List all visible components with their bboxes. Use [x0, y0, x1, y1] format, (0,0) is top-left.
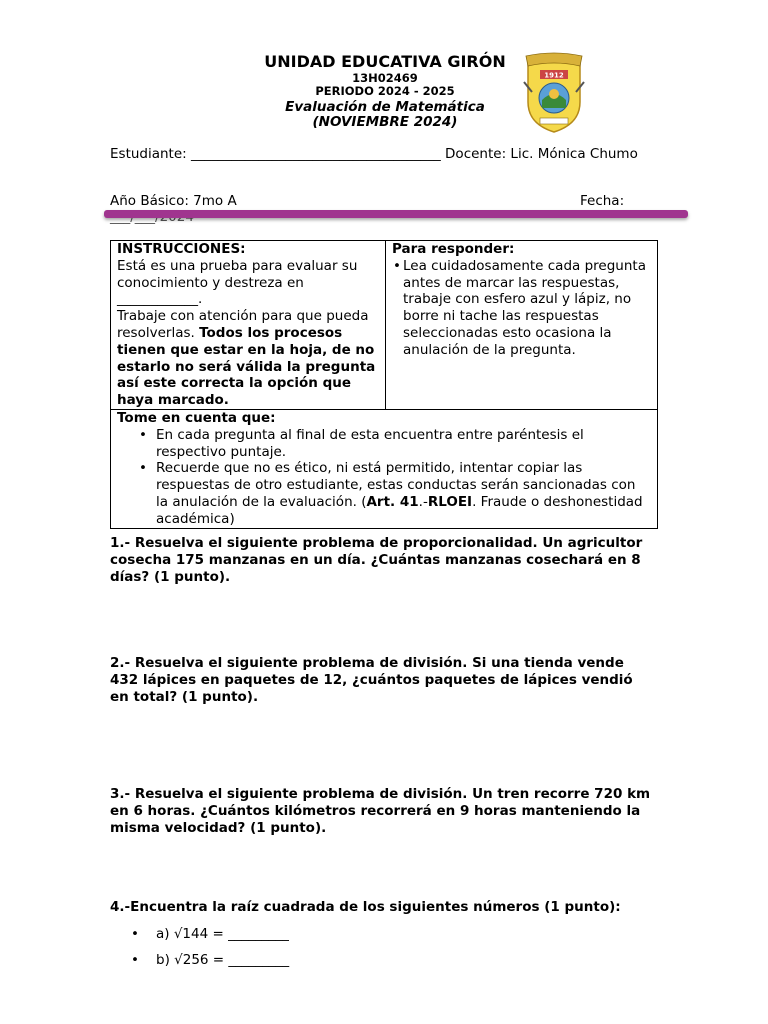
notes-item-2 — [156, 460, 651, 527]
evaluation-title: Evaluación de Matemática — [285, 99, 485, 115]
subitem-a: • a) √144 = _________ — [131, 926, 289, 942]
notes-item-2-sep: .- — [418, 493, 428, 510]
instructions-table — [110, 240, 658, 529]
date-label: Fecha: — [580, 193, 625, 209]
school-logo — [522, 52, 586, 134]
question-2: 2.- Resuelva el siguiente problema de división. Si una tienda vende 432 lápices en paquetes de 12, ¿cuántos paquetes de lápices vendió en total? (1 punto). — [110, 655, 633, 705]
answer-item: • Lea cuidadosamente cada pregunta antes de marcar las respuestas, trabaje con esfero azul y lápiz, no borre ni tache las respuestas seleccionadas esto ocasiona la anulación de la pregunta. — [403, 258, 651, 359]
notes-title: Tome en cuenta que: — [117, 409, 276, 426]
school-name: UNIDAD EDUCATIVA GIRÓN — [264, 52, 506, 71]
instructions-text-2 — [117, 308, 379, 409]
logo-year: 1912 — [544, 71, 564, 80]
question-4: 4.-Encuentra la raíz cuadrada de los siguientes números (1 punto): — [110, 899, 621, 915]
answer-list — [392, 258, 651, 359]
notes-cell — [111, 409, 658, 528]
header-divider — [104, 210, 688, 218]
evaluation-date: (NOVIEMBRE 2024) — [312, 114, 458, 130]
notes-item-2-rloei: RLOEI — [427, 493, 473, 510]
instructions-title: INSTRUCCIONES: — [117, 241, 246, 257]
grade-line: Año Básico: 7mo A — [110, 193, 237, 209]
instructions-text-1: Está es una prueba para evaluar su conocimiento y destreza en ____________. — [117, 257, 358, 308]
notes-list — [117, 427, 651, 528]
notes-item-1: • En cada pregunta al final de esta encuentra entre paréntesis el respectivo puntaje. — [156, 427, 651, 461]
subitem-a-text: a) √144 = _________ — [156, 926, 289, 942]
subitem-b-text: b) √256 = _________ — [156, 952, 290, 968]
notes-item-2-e: . Fraude o deshonestidad académica) — [156, 493, 643, 527]
question-1: 1.- Resuelva el siguiente problema de proporcionalidad. Un agricultor cosecha 175 manzanas en un día. ¿Cuántas manzanas cosechará en 8 días? (1 punto). — [110, 535, 643, 585]
instructions-text-2-bold: Todos los procesos tienen que estar en la hoja, de no estarlo no será válida la pregunta así este correcta la opción que haya marcado. — [117, 324, 376, 409]
instructions-text-2-plain: Trabaje con atención para que pueda resolverlas. — [117, 308, 369, 341]
question-3: 3.- Resuelva el siguiente problema de división. Un tren recorre 720 km en 6 horas. ¿Cuántos kilómetros recorrerá en 9 horas manteniendo la misma velocidad? (1 punto). — [110, 786, 651, 836]
answer-cell — [386, 241, 658, 410]
notes-item-2-a: Recuerde que no es ético, ni está permitido, intentar copiar las respuestas de otro estudiante, estas conductas serán sancionadas con la anulación de la evaluación. ( — [156, 460, 636, 510]
student-line: Estudiante: _____________________________________ Docente: Lic. Mónica Chumo — [110, 146, 638, 162]
subitem-b: • b) √256 = _________ — [131, 952, 290, 968]
answer-title: Para responder: — [392, 241, 515, 257]
instructions-cell — [111, 241, 386, 410]
school-code: 13H02469 — [352, 71, 418, 85]
school-period: PERIODO 2024 - 2025 — [315, 84, 455, 98]
notes-item-2-art: Art. 41 — [366, 493, 419, 510]
